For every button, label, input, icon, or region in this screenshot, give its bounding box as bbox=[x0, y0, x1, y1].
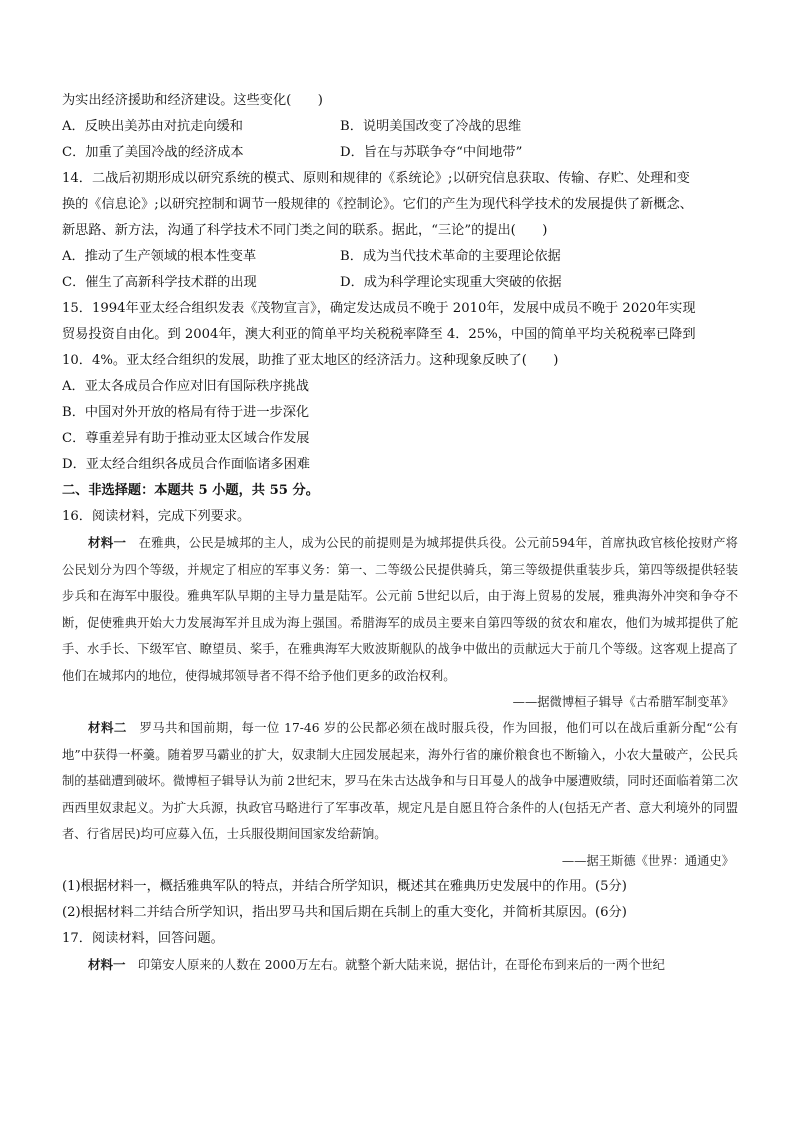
q15-option-b: B．中国对外开放的格局有待于进一步深化 bbox=[62, 405, 310, 420]
q16-material-2-text: 罗马共和国前期，每一位 17-46 岁的公民都必须在战时服兵役，作为回报，他们可以在战后重新分配“公有地”中获得一杯羹。随着罗马霸业的扩大，奴隶制大庄园发展起来，海外行省的廉价粮食也不断输入，小农大量破产，公民兵制的基础遭到破坏。微博桓子辑导认为前 2世纪末，罗马在朱古达战争和与日耳曼人的战争中屡遭败绩，同时还面临着第二次西西里奴隶起义。为扩大兵源，执政官马略进行了军事改革，规定凡是自愿且符合条件的人(包括无产者、意大利境外的同盟者、行省居民)均可应募入伍，士兵服役期间国家发给薪饷。 bbox=[62, 721, 738, 841]
q16-material-1-tag: 材料一 bbox=[88, 535, 127, 550]
q14-option-b: B．成为当代技术革命的主要理论依据 bbox=[340, 249, 561, 264]
section-heading: 二、非选择题：本题共 5 小题，共 55 分。 bbox=[62, 483, 319, 498]
q15-stem-line-1: 15．1994年亚太经合组织发表《茂物宣言》，确定发达成员不晚于 2010年，发展中成员不晚于 2020年实现 bbox=[62, 301, 696, 316]
q16-material-2 bbox=[62, 715, 738, 848]
q14-stem-line-3: 新思路、新方法，沟通了科学技术不同门类之间的联系。据此，“三论”的提出( ) bbox=[62, 223, 548, 238]
q14-option-a: A．推动了生产领域的根本性变革 bbox=[62, 249, 257, 264]
q16-material-2-tag: 材料二 bbox=[88, 720, 127, 735]
q16-material-1-text: 在雅典，公民是城邦的主人，成为公民的前提则是为城邦提供兵役。公元前594年，首席执政官核伦按财产将公民划分为四个等级，并规定了相应的军事义务：第一、二等级公民提供骑兵，第三等级提供重装步兵，第四等级提供轻装步兵和在海军中服役。雅典军队早期的主导力量是陆军。公元前 5世纪以后，由于海上贸易的发展，雅典海外冲突和争夺不断，促使雅典开始大力发展海军并且成为海上强国。希腊海军的成员主要来自第四等级的贫农和雇农，他们为城邦提供了舵手、水手长、下级军官、瞭望员、桨手，在雅典海军大败波斯舰队的战争中做出的贡献远大于前几个等级。这客观上提高了他们在城邦内的地位，使得城邦领导者不得不给予他们更多的政治权利。 bbox=[62, 536, 738, 683]
q17-material-1 bbox=[62, 952, 738, 979]
q16-subquestion-1: (1)根据材料一，概括雅典军队的特点，并结合所学知识，概述其在雅典历史发展中的作用。(5分) bbox=[62, 878, 627, 894]
q13-option-d: D．旨在与苏联争夺“中间地带” bbox=[340, 145, 523, 160]
q14-option-d: D．成为科学理论实现重大突破的依据 bbox=[340, 275, 562, 290]
q15-option-a: A．亚太各成员合作应对旧有国际秩序挑战 bbox=[62, 379, 309, 394]
q14-options-row-2 bbox=[62, 270, 738, 296]
q17-material-1-text: 印第安人原来的人数在 2000万左右。就整个新大陆来说，据估计，在哥伦布到来后的一两个世纪 bbox=[137, 957, 665, 972]
q16-material-2-source: ——据王斯德《世界：通通史》 bbox=[561, 853, 734, 868]
q14-stem-line-2: 换的《信息论》;以研究控制和调节一般规律的《控制论》。它们的产生为现代科学技术的发展提供了新概念、 bbox=[62, 197, 693, 212]
q17-material-1-tag: 材料一 bbox=[88, 956, 126, 972]
exam-page bbox=[62, 88, 738, 978]
q14-options-row-1 bbox=[62, 244, 738, 270]
q13-options-row-1 bbox=[62, 114, 738, 140]
q16-intro: 16．阅读材料，完成下列要求。 bbox=[62, 509, 251, 524]
q16-material-1-source: ——据微博桓子辑导《古希腊军制变革》 bbox=[512, 695, 734, 709]
q13-option-a: A．反映出美苏由对抗走向缓和 bbox=[62, 119, 243, 134]
q15-option-c: C．尊重差异有助于推动亚太区域合作发展 bbox=[62, 431, 310, 446]
q15-stem-line-2: 贸易投资自由化。到 2004年，澳大利亚的简单平均关税税率降至 4．25%，中国的简单平均关税税率已降到 bbox=[62, 327, 696, 342]
q16-subquestion-2: (2)根据材料二并结合所学知识，指出罗马共和国后期在兵制上的重大变化，并简析其原因。(6分) bbox=[62, 904, 627, 920]
q15-stem-line-3: 10．4%。亚太经合组织的发展，助推了亚太地区的经济活力。这种现象反映了( ) bbox=[62, 353, 559, 368]
q16-material-1 bbox=[62, 530, 738, 689]
q15-option-d: D．亚太经合组织各成员合作面临诸多困难 bbox=[62, 457, 310, 472]
q14-option-c: C．催生了高新科学技术群的出现 bbox=[62, 275, 257, 290]
q13-stem-tail: 为实出经济援助和经济建设。这些变化( ) bbox=[62, 93, 323, 108]
q17-intro: 17．阅读材料，回答问题。 bbox=[62, 930, 224, 946]
q14-stem-line-1: 14．二战后初期形成以研究系统的模式、原则和规律的《系统论》;以研究信息获取、传输、存贮、处理和变 bbox=[62, 171, 690, 186]
q13-options-row-2 bbox=[62, 140, 738, 166]
q13-option-c: C．加重了美国冷战的经济成本 bbox=[62, 145, 244, 160]
q13-option-b: B．说明美国改变了冷战的思维 bbox=[340, 119, 522, 134]
